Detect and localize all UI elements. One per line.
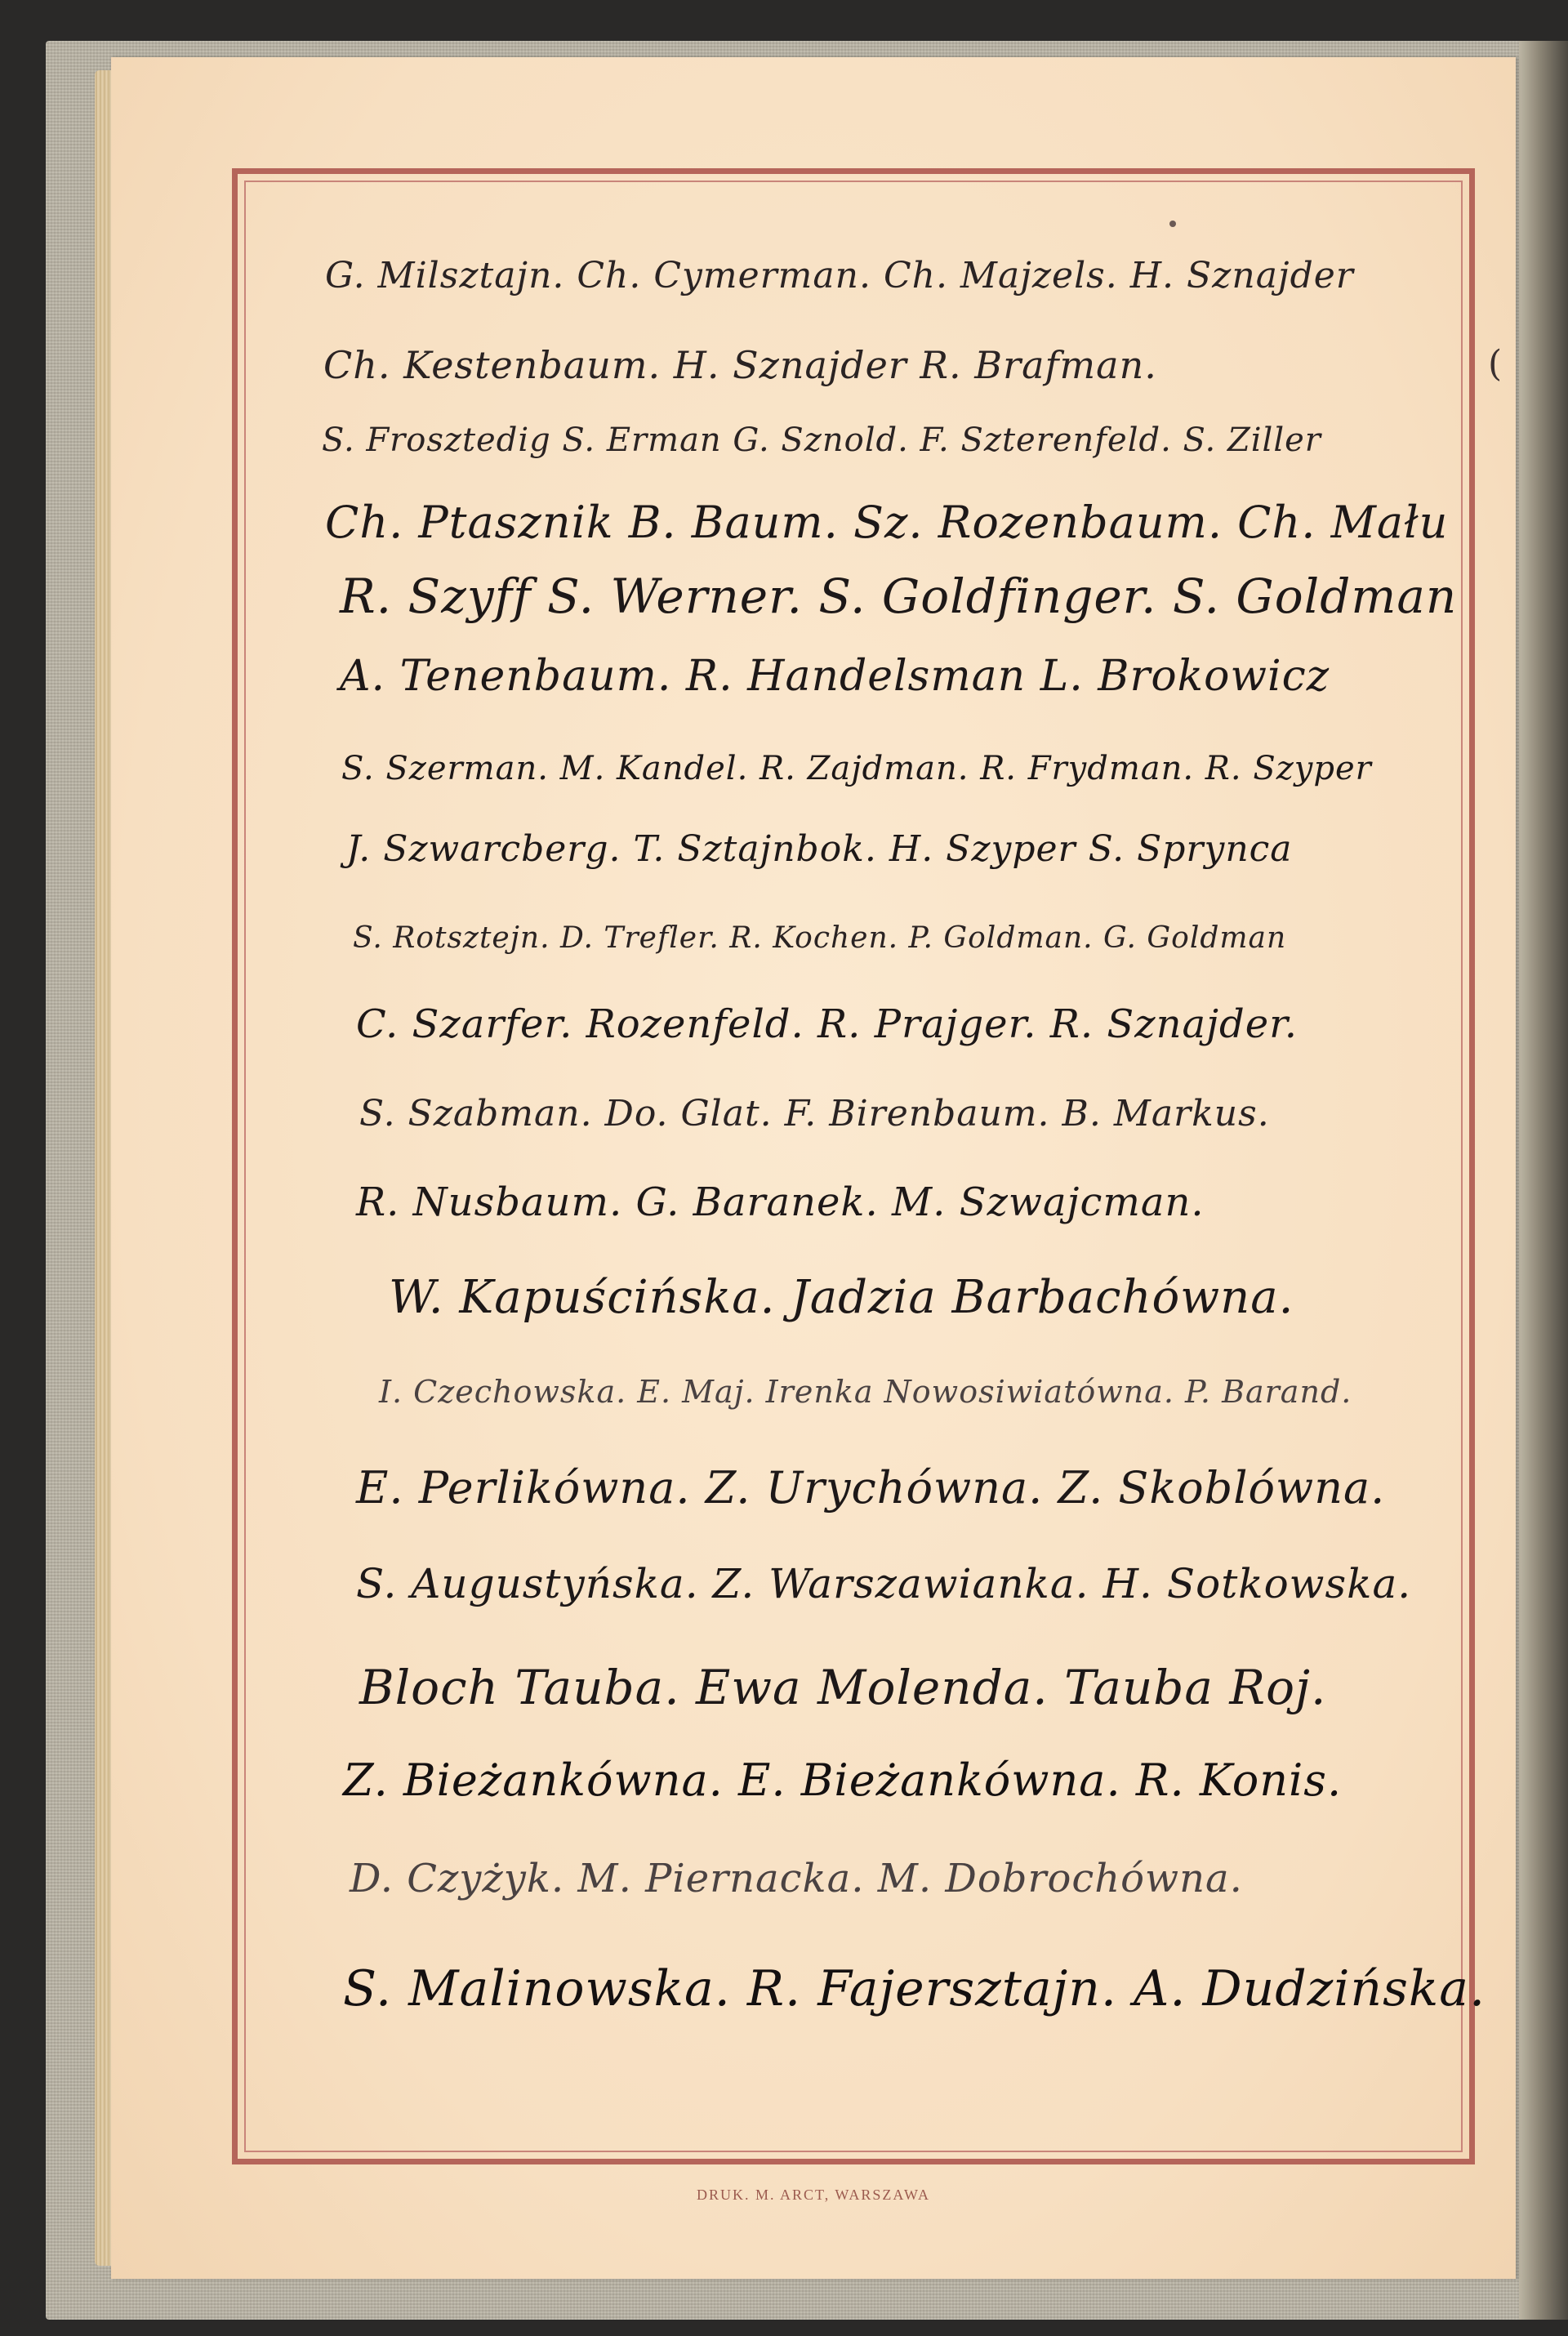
signature-line-10: C. Szarfer. Rozenfeld. R. Prajger. R. Sznajder. bbox=[356, 1001, 1298, 1047]
signature-line-16: S. Augustyńska. Z. Warszawianka. H. Sotkowska. bbox=[356, 1560, 1412, 1607]
ink-dot bbox=[1169, 221, 1176, 227]
margin-mark: ( bbox=[1488, 343, 1503, 385]
signature-line-9: S. Rotsztejn. D. Trefler. R. Kochen. P. Goldman. G. Goldman bbox=[353, 921, 1287, 955]
signature-line-8: J. Szwarcberg. T. Sztajnbok. H. Szyper S. Sprynca bbox=[346, 828, 1293, 870]
signature-line-18: Z. Bieżankówna. E. Bieżankówna. R. Konis. bbox=[343, 1754, 1343, 1806]
signature-line-2: Ch. Kestenbaum. H. Sznajder R. Brafman. bbox=[323, 343, 1157, 387]
book-spine-shadow bbox=[1519, 41, 1568, 2320]
signature-line-19: D. Czyżyk. M. Piernacka. M. Dobrochówna. bbox=[350, 1856, 1243, 1901]
signature-line-7: S. Szerman. M. Kandel. R. Zajdman. R. Frydman. R. Szyper bbox=[341, 750, 1372, 787]
signature-line-15: E. Perlikówna. Z. Urychówna. Z. Skoblówna. bbox=[356, 1462, 1386, 1513]
signature-line-4: Ch. Ptasznik B. Baum. Sz. Rozenbaum. Ch. Mału bbox=[325, 497, 1449, 548]
signature-line-3: S. Frosztedig S. Erman G. Sznold. F. Szterenfeld. S. Ziller bbox=[322, 421, 1321, 459]
signature-line-6: A. Tenenbaum. R. Handelsman L. Brokowicz bbox=[340, 652, 1330, 701]
printer-imprint: DRUK. M. ARCT, WARSZAWA bbox=[697, 2187, 930, 2203]
signature-line-1: G. Milsztajn. Ch. Cymerman. Ch. Majzels. H. Sznajder bbox=[325, 255, 1354, 296]
signature-line-11: S. Szabman. Do. Glat. F. Birenbaum. B. Markus. bbox=[359, 1093, 1270, 1135]
signature-line-13: W. Kapuścińska. Jadzia Barbachówna. bbox=[389, 1271, 1294, 1324]
signature-line-14: I. Czechowska. E. Maj. Irenka Nowosiwiatówna. P. Barand. bbox=[379, 1374, 1352, 1410]
signature-line-5: R. Szyff S. Werner. S. Goldfinger. S. Goldman bbox=[340, 568, 1458, 624]
signature-line-12: R. Nusbaum. G. Baranek. M. Szwajcman. bbox=[356, 1179, 1205, 1225]
signature-line-17: Bloch Tauba. Ewa Molenda. Tauba Roj. bbox=[359, 1660, 1327, 1715]
signature-line-20: S. Malinowska. R. Fajersztajn. A. Dudzińska. bbox=[343, 1960, 1486, 2017]
